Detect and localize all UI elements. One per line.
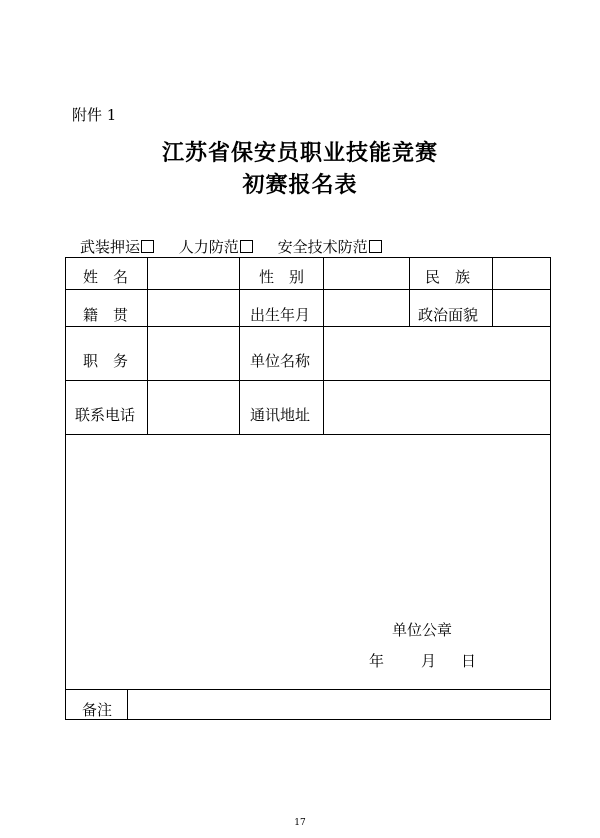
option-manpower-protection[interactable] <box>179 236 253 257</box>
unit-seal-label: 单位公章 <box>392 621 453 639</box>
label-remarks: 备注 <box>82 701 113 719</box>
form-subtitle: 初赛报名表 <box>242 172 358 198</box>
checkbox[interactable] <box>369 240 382 253</box>
table-rule <box>239 257 240 434</box>
address-field[interactable] <box>324 381 550 434</box>
seal-area[interactable] <box>66 435 550 689</box>
label-ethnicity: 民 族 <box>425 268 471 286</box>
form-title: 江苏省保安员职业技能竞赛 <box>161 140 438 166</box>
date-day-label: 日 <box>461 652 477 670</box>
option-label: 武装押运 <box>80 238 141 256</box>
label-name: 姓 名 <box>83 268 129 286</box>
native-place-field[interactable] <box>148 290 239 326</box>
remarks-field[interactable] <box>128 690 550 719</box>
date-year-label: 年 <box>369 652 385 670</box>
name-field[interactable] <box>148 258 239 289</box>
label-political-status: 政治面貌 <box>418 306 479 324</box>
page-number: 17 <box>294 818 306 828</box>
option-label: 人力防范 <box>178 238 239 256</box>
option-label: 安全技术防范 <box>277 238 368 256</box>
date-month-label: 月 <box>421 652 437 670</box>
birth-date-field[interactable] <box>324 290 409 326</box>
attachment-label: 附件 1 <box>72 106 117 124</box>
category-options <box>80 236 382 257</box>
work-unit-field[interactable] <box>324 327 550 380</box>
label-work-unit: 单位名称 <box>250 352 311 370</box>
phone-field[interactable] <box>148 381 239 434</box>
label-gender: 性 别 <box>259 268 305 286</box>
label-position: 职 务 <box>83 352 129 370</box>
table-rule <box>65 289 551 290</box>
position-field[interactable] <box>148 327 239 380</box>
label-birth-date: 出生年月 <box>250 306 311 324</box>
option-technical-protection[interactable] <box>278 236 382 257</box>
checkbox[interactable] <box>141 240 154 253</box>
label-phone: 联系电话 <box>75 406 136 424</box>
label-address: 通讯地址 <box>250 406 311 424</box>
table-rule <box>409 257 410 326</box>
option-armed-escort[interactable] <box>80 236 154 257</box>
ethnicity-field[interactable] <box>493 258 550 289</box>
political-status-field[interactable] <box>493 290 550 326</box>
checkbox[interactable] <box>240 240 253 253</box>
gender-field[interactable] <box>324 258 409 289</box>
label-native-place: 籍 贯 <box>83 306 129 324</box>
